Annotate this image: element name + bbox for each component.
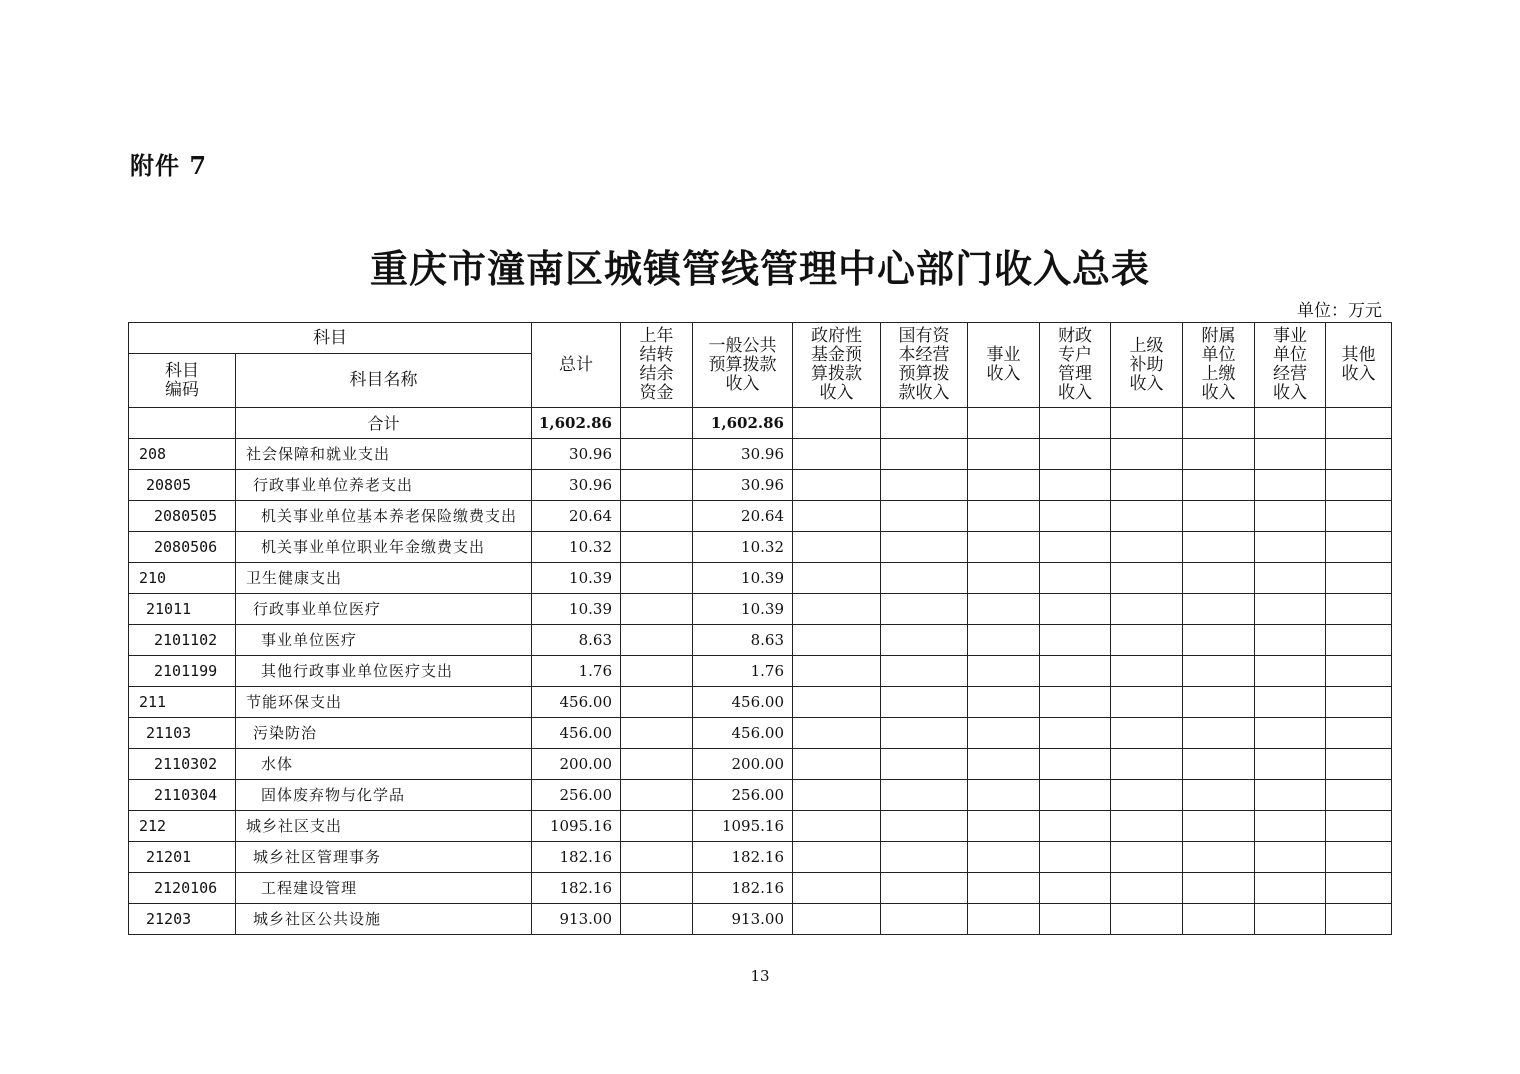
row-business-income [968,563,1040,594]
row-total: 10.39 [532,563,621,594]
row-code: 212 [129,811,236,842]
row-name: 社会保障和就业支出 [236,439,532,470]
row-general: 456.00 [693,718,793,749]
row-name: 行政事业单位养老支出 [236,470,532,501]
row-code: 2101102 [129,625,236,656]
row-affiliated [1183,594,1255,625]
row-superior-subsidy [1111,904,1183,935]
summary-label: 合计 [236,408,532,439]
row-special-account [1040,718,1111,749]
row-business-income [968,749,1040,780]
row-total: 913.00 [532,904,621,935]
row-operating [1255,718,1326,749]
row-code: 2110304 [129,780,236,811]
row-superior-subsidy [1111,811,1183,842]
row-affiliated [1183,842,1255,873]
row-other [1326,811,1392,842]
row-business-income [968,439,1040,470]
row-special-account [1040,656,1111,687]
row-general: 200.00 [693,749,793,780]
row-code: 21203 [129,904,236,935]
row-general: 30.96 [693,470,793,501]
row-affiliated [1183,811,1255,842]
row-state-capital [881,749,968,780]
row-superior-subsidy [1111,470,1183,501]
row-business-income [968,687,1040,718]
row-superior-subsidy [1111,625,1183,656]
row-business-income [968,904,1040,935]
row-carryover [621,749,693,780]
row-superior-subsidy [1111,718,1183,749]
row-special-account [1040,563,1111,594]
row-carryover [621,532,693,563]
row-name: 城乡社区公共设施 [236,904,532,935]
row-state-capital [881,656,968,687]
row-carryover [621,563,693,594]
row-gov-fund [793,687,881,718]
row-superior-subsidy [1111,594,1183,625]
unit-label: 单位：万元 [1297,301,1382,321]
row-other [1326,625,1392,656]
summary-total: 1,602.86 [532,408,621,439]
row-state-capital [881,873,968,904]
row-operating [1255,470,1326,501]
row-total: 456.00 [532,687,621,718]
row-operating [1255,687,1326,718]
row-business-income [968,873,1040,904]
header-operating: 事业 单位 经营 收入 [1255,323,1326,408]
row-operating [1255,625,1326,656]
row-affiliated [1183,501,1255,532]
header-special-account: 财政 专户 管理 收入 [1040,323,1111,408]
row-total: 256.00 [532,780,621,811]
row-business-income [968,780,1040,811]
row-code: 2080505 [129,501,236,532]
row-general: 182.16 [693,842,793,873]
row-gov-fund [793,594,881,625]
row-operating [1255,873,1326,904]
row-state-capital [881,594,968,625]
row-superior-subsidy [1111,873,1183,904]
row-gov-fund [793,749,881,780]
row-general: 10.39 [693,563,793,594]
row-name: 其他行政事业单位医疗支出 [236,656,532,687]
row-carryover [621,873,693,904]
row-operating [1255,532,1326,563]
table-row [129,656,1392,687]
row-operating [1255,842,1326,873]
row-business-income [968,625,1040,656]
row-special-account [1040,687,1111,718]
row-other [1326,749,1392,780]
row-business-income [968,811,1040,842]
row-gov-fund [793,904,881,935]
table-row [129,563,1392,594]
row-gov-fund [793,718,881,749]
row-affiliated [1183,718,1255,749]
row-name: 机关事业单位职业年金缴费支出 [236,532,532,563]
row-superior-subsidy [1111,501,1183,532]
row-superior-subsidy [1111,563,1183,594]
table-row [129,687,1392,718]
row-state-capital [881,470,968,501]
row-other [1326,718,1392,749]
row-total: 182.16 [532,873,621,904]
row-carryover [621,687,693,718]
row-gov-fund [793,501,881,532]
row-affiliated [1183,625,1255,656]
header-superior-subsidy: 上级 补助 收入 [1111,323,1183,408]
row-name: 固体废弃物与化学品 [236,780,532,811]
row-name: 事业单位医疗 [236,625,532,656]
row-state-capital [881,904,968,935]
row-gov-fund [793,842,881,873]
summary-row [129,408,1392,439]
row-code: 2080506 [129,532,236,563]
table-row [129,439,1392,470]
row-total: 8.63 [532,625,621,656]
row-code: 21011 [129,594,236,625]
row-carryover [621,439,693,470]
row-other [1326,687,1392,718]
row-business-income [968,470,1040,501]
row-gov-fund [793,625,881,656]
row-superior-subsidy [1111,749,1183,780]
row-affiliated [1183,532,1255,563]
row-total: 1095.16 [532,811,621,842]
page-title: 重庆市潼南区城镇管线管理中心部门收入总表 [369,246,1150,291]
row-gov-fund [793,532,881,563]
header-carryover: 上年 结转 结余 资金 [621,323,693,408]
row-special-account [1040,904,1111,935]
row-special-account [1040,625,1111,656]
row-carryover [621,501,693,532]
row-operating [1255,439,1326,470]
row-carryover [621,780,693,811]
row-general: 256.00 [693,780,793,811]
row-business-income [968,656,1040,687]
row-affiliated [1183,656,1255,687]
row-general: 1.76 [693,656,793,687]
row-other [1326,780,1392,811]
row-affiliated [1183,687,1255,718]
row-code: 20805 [129,470,236,501]
page-number: 13 [750,967,770,985]
row-state-capital [881,625,968,656]
row-carryover [621,625,693,656]
row-other [1326,656,1392,687]
row-superior-subsidy [1111,656,1183,687]
row-special-account [1040,842,1111,873]
row-special-account [1040,811,1111,842]
attachment-label: 附件 7 [130,151,208,180]
table-row [129,873,1392,904]
table-row [129,470,1392,501]
row-other [1326,594,1392,625]
row-general: 20.64 [693,501,793,532]
header-gov-fund: 政府性 基金预 算拨款 收入 [793,323,881,408]
row-total: 182.16 [532,842,621,873]
row-superior-subsidy [1111,780,1183,811]
row-operating [1255,904,1326,935]
row-state-capital [881,842,968,873]
row-general: 10.39 [693,594,793,625]
row-code: 2101199 [129,656,236,687]
row-state-capital [881,439,968,470]
row-state-capital [881,687,968,718]
row-operating [1255,563,1326,594]
row-code: 211 [129,687,236,718]
table-row [129,842,1392,873]
header-other: 其他 收入 [1326,323,1392,408]
row-state-capital [881,532,968,563]
row-affiliated [1183,904,1255,935]
row-general: 456.00 [693,687,793,718]
row-special-account [1040,439,1111,470]
row-operating [1255,501,1326,532]
row-state-capital [881,718,968,749]
row-other [1326,873,1392,904]
row-total: 10.32 [532,532,621,563]
row-name: 行政事业单位医疗 [236,594,532,625]
row-code: 21103 [129,718,236,749]
row-special-account [1040,780,1111,811]
row-gov-fund [793,873,881,904]
row-carryover [621,718,693,749]
row-affiliated [1183,439,1255,470]
row-other [1326,563,1392,594]
header-code: 科目 编码 [129,354,236,408]
row-special-account [1040,532,1111,563]
row-gov-fund [793,439,881,470]
row-code: 210 [129,563,236,594]
row-business-income [968,594,1040,625]
row-general: 182.16 [693,873,793,904]
row-other [1326,439,1392,470]
row-code: 21201 [129,842,236,873]
row-other [1326,904,1392,935]
row-code: 2110302 [129,749,236,780]
row-general: 30.96 [693,439,793,470]
row-name: 城乡社区管理事务 [236,842,532,873]
row-gov-fund [793,470,881,501]
row-other [1326,532,1392,563]
table-row [129,625,1392,656]
row-name: 水体 [236,749,532,780]
row-state-capital [881,811,968,842]
row-business-income [968,842,1040,873]
table-row [129,749,1392,780]
table-row [129,501,1392,532]
row-carryover [621,842,693,873]
row-affiliated [1183,563,1255,594]
row-total: 456.00 [532,718,621,749]
table-row [129,594,1392,625]
row-special-account [1040,749,1111,780]
row-gov-fund [793,811,881,842]
row-special-account [1040,501,1111,532]
row-superior-subsidy [1111,439,1183,470]
row-operating [1255,656,1326,687]
row-gov-fund [793,780,881,811]
row-carryover [621,811,693,842]
row-special-account [1040,594,1111,625]
row-business-income [968,532,1040,563]
row-state-capital [881,501,968,532]
table-row [129,718,1392,749]
row-superior-subsidy [1111,842,1183,873]
row-name: 工程建设管理 [236,873,532,904]
row-business-income [968,718,1040,749]
row-business-income [968,501,1040,532]
header-affiliated: 附属 单位 上缴 收入 [1183,323,1255,408]
row-special-account [1040,470,1111,501]
header-total: 总计 [532,323,621,408]
table-row [129,811,1392,842]
row-gov-fund [793,563,881,594]
row-carryover [621,470,693,501]
row-superior-subsidy [1111,687,1183,718]
row-gov-fund [793,656,881,687]
row-general: 10.32 [693,532,793,563]
row-name: 卫生健康支出 [236,563,532,594]
header-name: 科目名称 [236,354,532,408]
row-superior-subsidy [1111,532,1183,563]
table-row [129,780,1392,811]
row-total: 1.76 [532,656,621,687]
header-subject: 科目 [129,323,532,354]
summary-general: 1,602.86 [693,408,793,439]
header-general-budget: 一般公共 预算拨款 收入 [693,323,793,408]
row-name: 节能环保支出 [236,687,532,718]
row-operating [1255,811,1326,842]
row-operating [1255,749,1326,780]
header-state-capital: 国有资 本经营 预算拨 款收入 [881,323,968,408]
row-state-capital [881,563,968,594]
revenue-table [128,322,1392,935]
row-other [1326,842,1392,873]
row-carryover [621,904,693,935]
row-affiliated [1183,873,1255,904]
row-total: 10.39 [532,594,621,625]
row-code: 208 [129,439,236,470]
header-business-income: 事业 收入 [968,323,1040,408]
row-total: 20.64 [532,501,621,532]
row-affiliated [1183,780,1255,811]
row-carryover [621,594,693,625]
row-total: 30.96 [532,439,621,470]
table-row [129,532,1392,563]
row-carryover [621,656,693,687]
row-name: 机关事业单位基本养老保险缴费支出 [236,501,532,532]
row-other [1326,501,1392,532]
row-general: 1095.16 [693,811,793,842]
row-affiliated [1183,470,1255,501]
row-total: 30.96 [532,470,621,501]
row-operating [1255,780,1326,811]
row-operating [1255,594,1326,625]
row-state-capital [881,780,968,811]
row-name: 污染防治 [236,718,532,749]
row-general: 913.00 [693,904,793,935]
row-affiliated [1183,749,1255,780]
row-special-account [1040,873,1111,904]
row-general: 8.63 [693,625,793,656]
row-total: 200.00 [532,749,621,780]
table-row [129,904,1392,935]
row-other [1326,470,1392,501]
row-name: 城乡社区支出 [236,811,532,842]
row-code: 2120106 [129,873,236,904]
